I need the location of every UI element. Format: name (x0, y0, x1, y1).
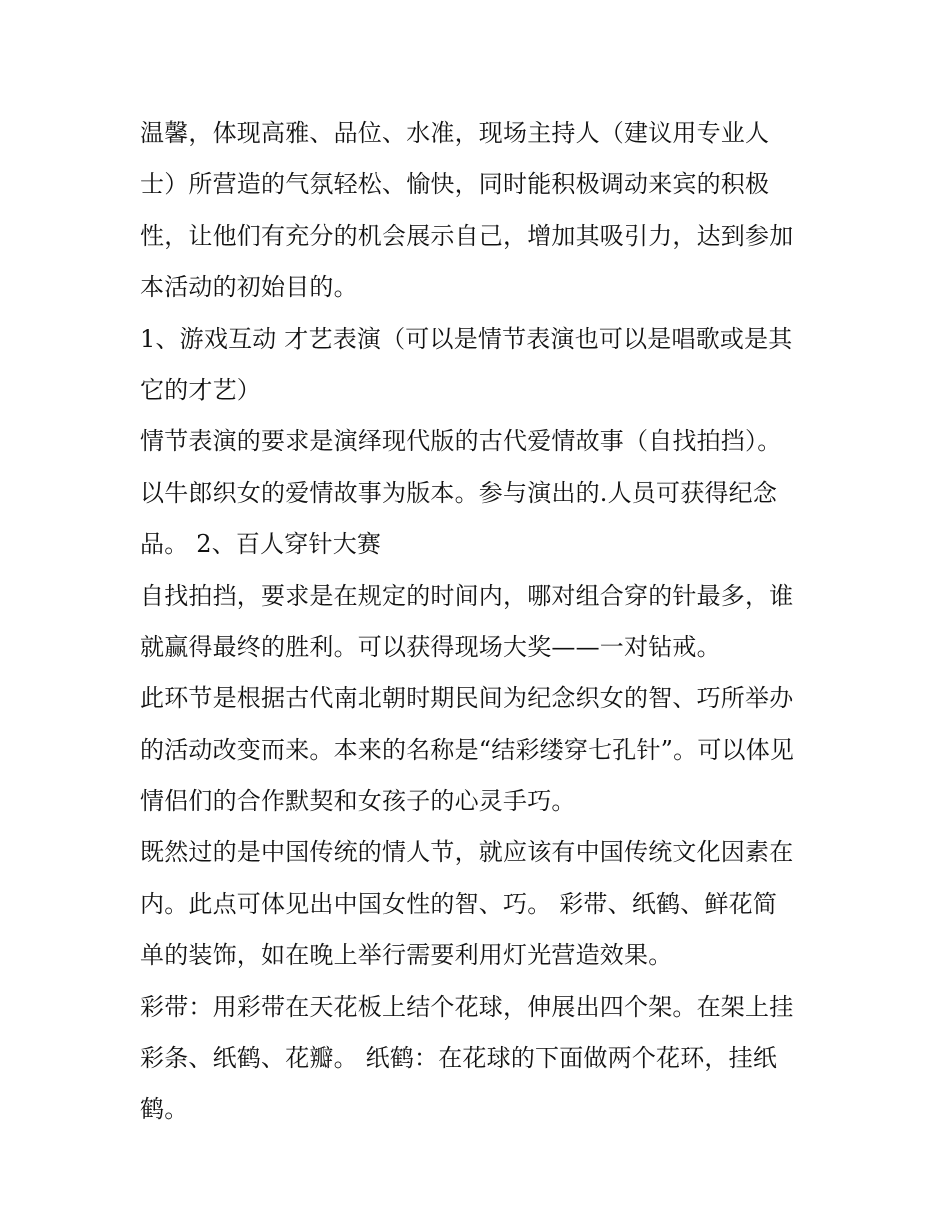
text-line: 单的装饰，如在晚上举行需要利用灯光营造效果。 (140, 941, 673, 970)
text-line: 情侣们的合作默契和女孩子的心灵手巧。 (140, 787, 576, 816)
text-line: 情节表演的要求是演绎现代版的古代爱情故事（自找拍挡）。 (140, 427, 782, 456)
text-line: 温馨，体现高雅、品位、水准，现场主持人（建议用专业人 (140, 119, 770, 147)
text-line: 它的才艺） (140, 375, 261, 404)
text-line: 品。 2、百人穿针大赛 (140, 530, 382, 559)
text-line: 彩带：用彩带在天花板上结个花球，伸展出四个架。在架上挂 (140, 992, 794, 1021)
text-line: 1、游戏互动 才艺表演（可以是情节表演也可以是唱歌或是其 (140, 324, 793, 353)
text-line: 本活动的初始目的。 (140, 273, 358, 302)
text-line: 既然过的是中国传统的情人节，就应该有中国传统文化因素在 (140, 838, 794, 867)
text-line: 以牛郎织女的爱情故事为版本。参与演出的.人员可获得纪念 (140, 478, 778, 507)
text-line: 内。此点可体见出中国女性的智、巧。 彩带、纸鹤、鲜花简 (140, 889, 778, 918)
text-line: 鹤。 (140, 1095, 189, 1124)
text-line: 士）所营造的气氛轻松、愉快，同时能积极调动来宾的积极 (140, 170, 770, 199)
text-line: 自找拍挡，要求是在规定的时间内，哪对组合穿的针最多，谁 (140, 581, 794, 610)
text-line: 就赢得最终的胜利。可以获得现场大奖——一对钻戒。 (140, 632, 721, 661)
text-line: 的活动改变而来。本来的名称是“结彩缕穿七孔针”。可以体见 (140, 735, 795, 764)
document-body (140, 108, 820, 1136)
text-line: 性，让他们有充分的机会展示自己，增加其吸引力，达到参加 (140, 221, 794, 250)
text-line: 彩条、纸鹤、花瓣。 纸鹤：在花球的下面做两个花环，挂纸 (140, 1044, 778, 1073)
text-line: 此环节是根据古代南北朝时期民间为纪念织女的智、巧所举办 (140, 684, 794, 713)
